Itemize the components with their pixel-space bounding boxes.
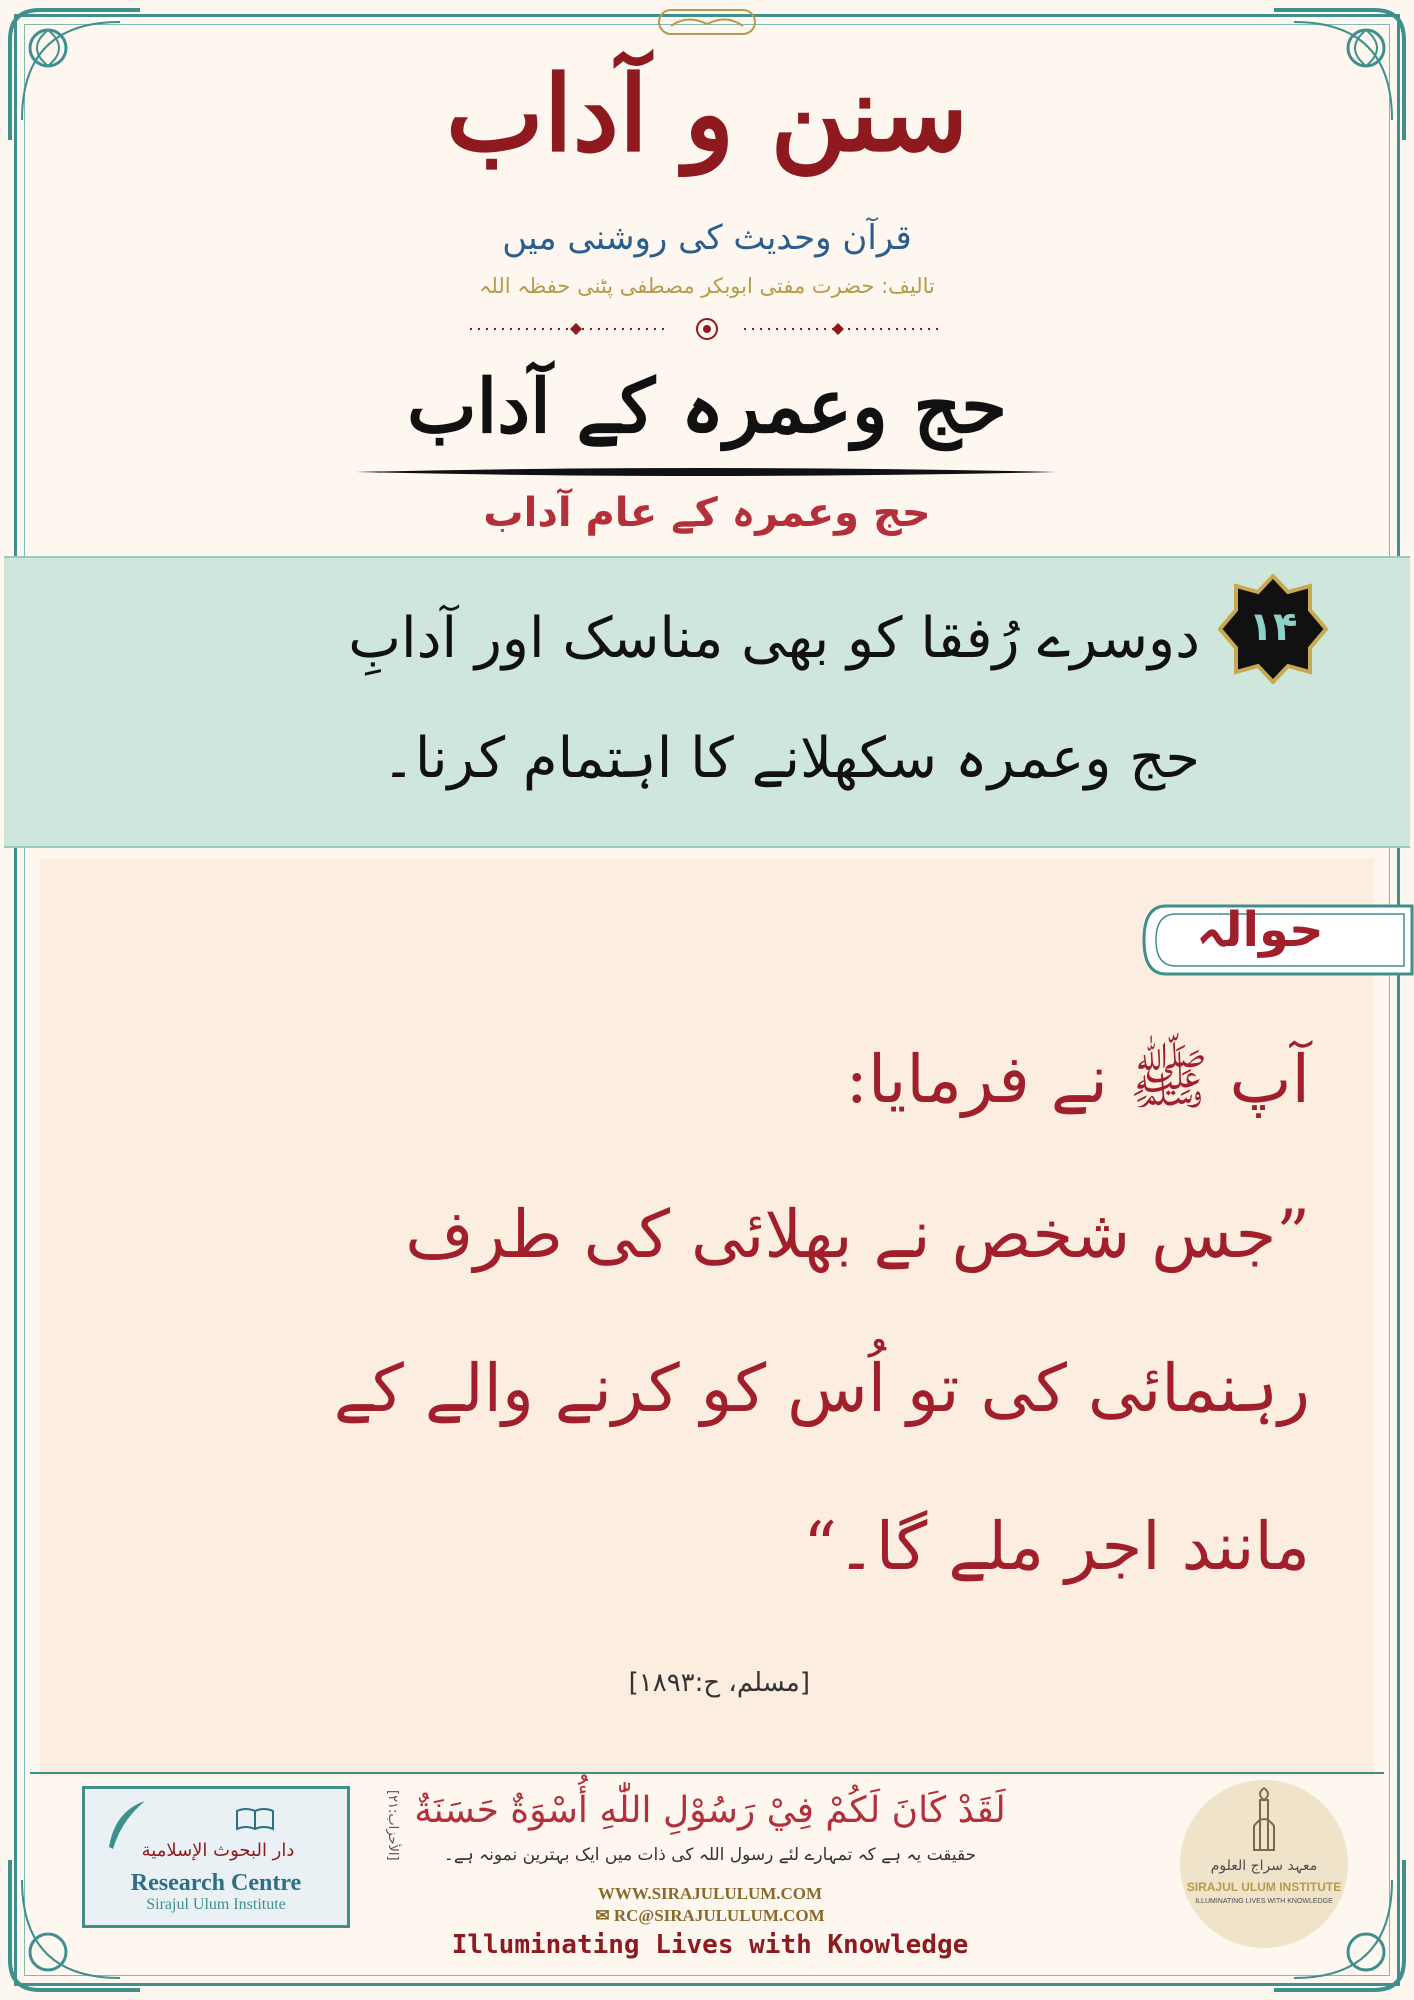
heading-underline-icon (356, 466, 1056, 478)
adab-panel (4, 556, 1410, 848)
quran-reference: [الأحزاب:۲۱] (385, 1790, 400, 1861)
topic-heading: حج وعمرہ کے آداب (407, 364, 1007, 450)
verse-translation: حقیقت یہ ہے کہ تمہارے لئے رسول اللہ کی ذات میں ایک بہترین نمونہ ہے۔ (443, 1845, 977, 1865)
adab-number: ۱۴ (1248, 604, 1298, 650)
ornament-divider-icon (470, 316, 944, 342)
mosque-icon (1234, 1786, 1294, 1856)
hadith-citation: [مسلم، ح:۱۸۹۳] (628, 1668, 810, 1698)
hadith-line: مانند اجر ملے گا۔“ (803, 1508, 1310, 1585)
research-centre-name: Research Centre (130, 1870, 302, 1896)
institute-arabic-name: معہد سراج العلوم (1210, 1858, 1318, 1874)
subtopic-heading: حج وعمرہ کے عام آداب (483, 490, 931, 536)
book-icon (235, 1807, 275, 1831)
hadith-line: رہنمائی کی تو اُس کو کرنے والے کے (333, 1350, 1310, 1427)
adab-text-line: دوسرے رُفقا کو بھی مناسک اور آدابِ (348, 606, 1200, 671)
author-line: تالیف: حضرت مفتی ابوبکر مصطفی پٹنی حفظہ اللہ (479, 274, 935, 298)
page-subtitle: قرآن وحدیث کی روشنی میں (502, 218, 912, 258)
reference-panel (40, 858, 1374, 1776)
email-link[interactable] (460, 1906, 960, 1926)
hadith-line: آپ ﷺ نے فرمایا: (845, 1041, 1310, 1118)
envelope-icon: ✉ (595, 1906, 614, 1925)
institute-tagline: ILLUMINATING LIVES WITH KNOWLEDGE (1195, 1898, 1333, 1905)
bismillah-calligraphy-icon (657, 6, 757, 38)
research-centre-subname: Sirajul Ulum Institute (146, 1896, 286, 1913)
footer-divider (30, 1772, 1384, 1774)
email-text: RC@SIRAJULULUM.COM (613, 1906, 825, 1925)
institute-name: SIRAJUL ULUM INSTITUTE (1186, 1880, 1342, 1894)
website-link[interactable]: WWW.SIRAJULULUM.COM (597, 1884, 823, 1903)
research-centre-arabic: دار البحوث الإسلامية (141, 1840, 295, 1861)
adab-text-line: حج وعمرہ سکھلانے کا اہتمام کرنا۔ (382, 726, 1200, 791)
hadith-line: ”جس شخص نے بھلائی کی طرف (405, 1196, 1310, 1273)
reference-label: حوالہ (1196, 902, 1324, 958)
quran-verse: لَقَدْ كَانَ لَكُمْ فِيْ رَسُوْلِ اللّٰهِ أُسْوَةٌ حَسَنَةٌ (414, 1790, 1006, 1831)
tagline: Illuminating Lives with Knowledge (451, 1930, 969, 1960)
page-title: سنن و آداب (445, 52, 969, 175)
